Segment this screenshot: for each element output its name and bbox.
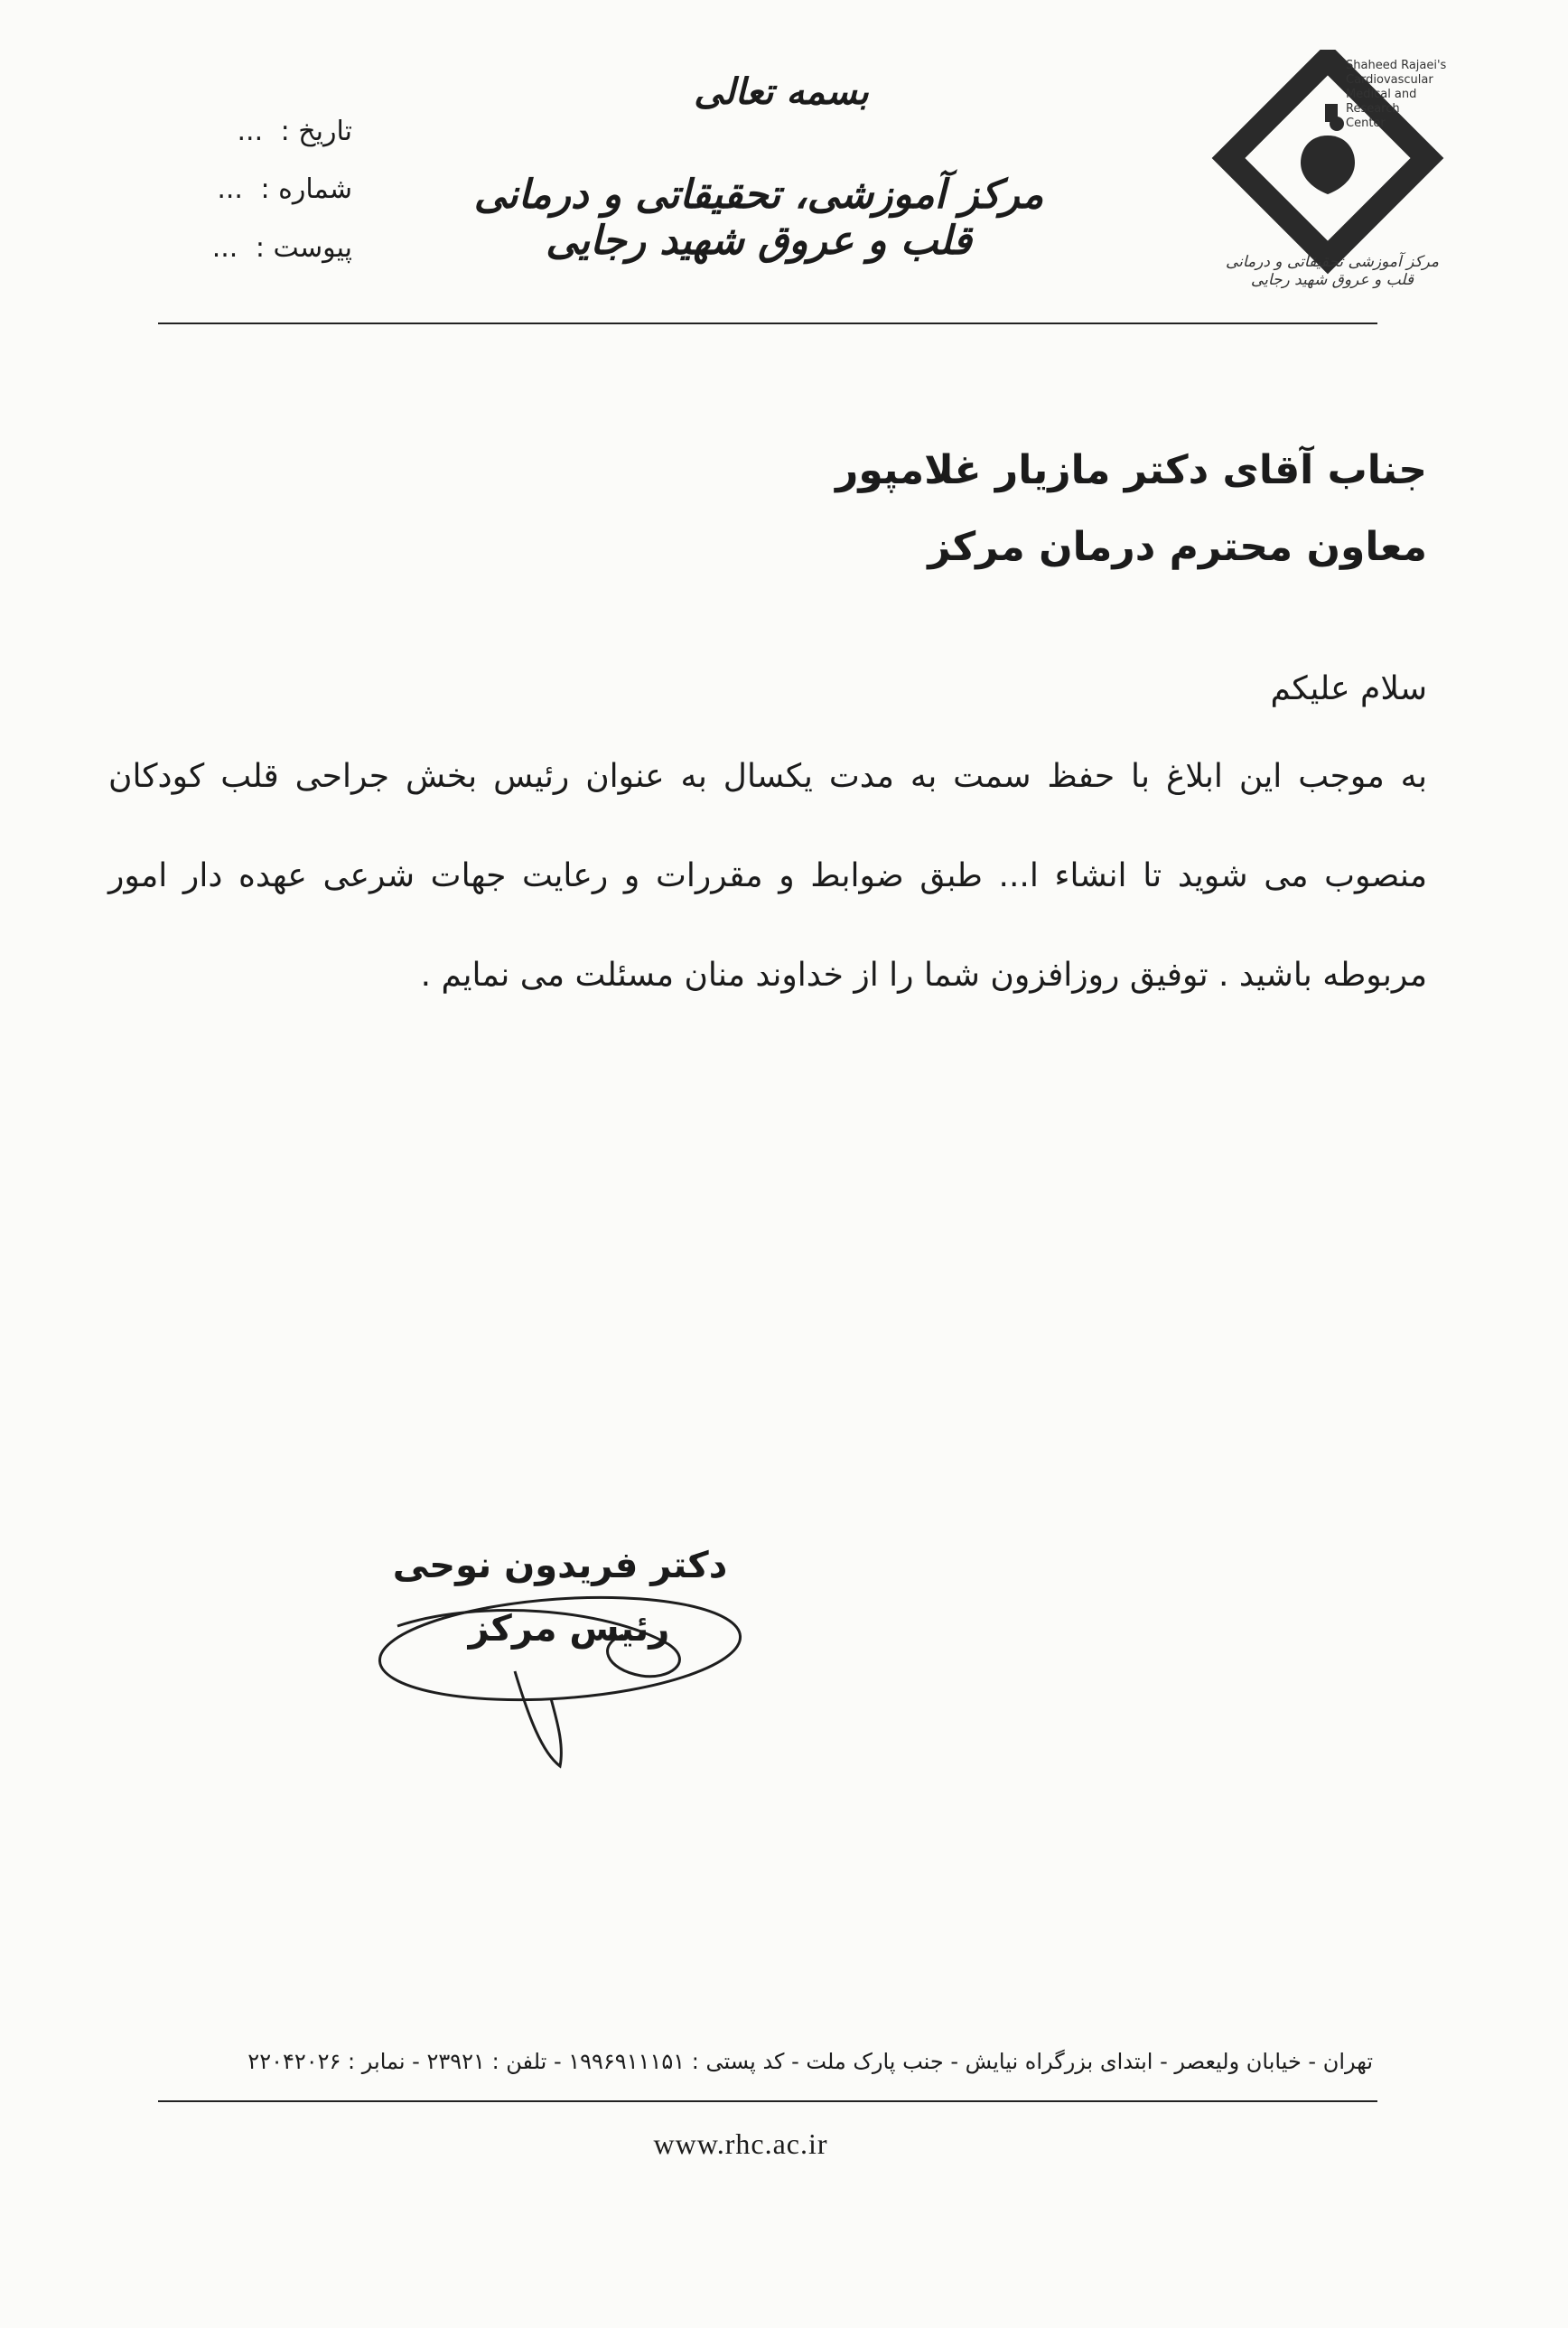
- logo-persian-caption: مرکز آموزشی تحقیقاتی و درمانی قلب و عروق شهید رجایی: [1225, 253, 1440, 289]
- signatory-title: رئیس مرکز: [468, 1608, 670, 1650]
- date-label: تاریخ :: [280, 116, 352, 147]
- header-divider: [158, 323, 1377, 324]
- body-paragraph: به موجب این ابلاغ با حفظ سمت به مدت یکسال به عنوان رئیس بخش جراحی قلب کودکان منصوب می شوید تا انشاء ا... طبق ضوابط و مقررات و رعایت جهات شرعی عهده دار امور مربوطه باشید . توفیق روزافزون شما را از خداوند منان مسئلت می نمایم .: [108, 758, 1427, 994]
- number-value: ...: [217, 173, 243, 205]
- center-name-heading: مرکز آموزشی، تحقیقاتی و درمانی قلب و عروق شهید رجایی: [473, 172, 1044, 264]
- website-link[interactable]: www.rhc.ac.ir: [653, 2127, 828, 2160]
- date-field: [172, 116, 352, 147]
- greeting: سلام علیکم: [1270, 670, 1427, 707]
- number-field: [172, 173, 352, 205]
- handwritten-signature-icon: [370, 1572, 750, 1780]
- attachment-field: [172, 232, 352, 264]
- date-value: ...: [237, 116, 264, 147]
- logo-english-text: Shaheed Rajaei's Cardiovascular Medical and Research Center: [1346, 59, 1447, 130]
- bismillah-heading: بسمه تعالی: [694, 70, 869, 113]
- footer-divider: [158, 2100, 1377, 2102]
- number-label: شماره :: [260, 173, 352, 205]
- addressee-name: جناب آقای دکتر مازیار غلامپور: [835, 447, 1427, 493]
- footer-address: تهران - خیابان ولیعصر - ابتدای بزرگراه نیایش - جنب پارک ملت - کد پستی : ۱۹۹۶۹۱۱۱۵۱ - تلفن : ۲۳۹۲۱ - نمابر : ۲۲۰۴۲۰۲۶: [247, 2049, 1373, 2074]
- addressee-title: معاون محترم درمان مرکز: [928, 524, 1427, 570]
- attachment-label: پیوست :: [255, 232, 352, 264]
- signatory-name: دکتر فریدون نوحی: [392, 1545, 728, 1586]
- attachment-value: ...: [211, 232, 238, 264]
